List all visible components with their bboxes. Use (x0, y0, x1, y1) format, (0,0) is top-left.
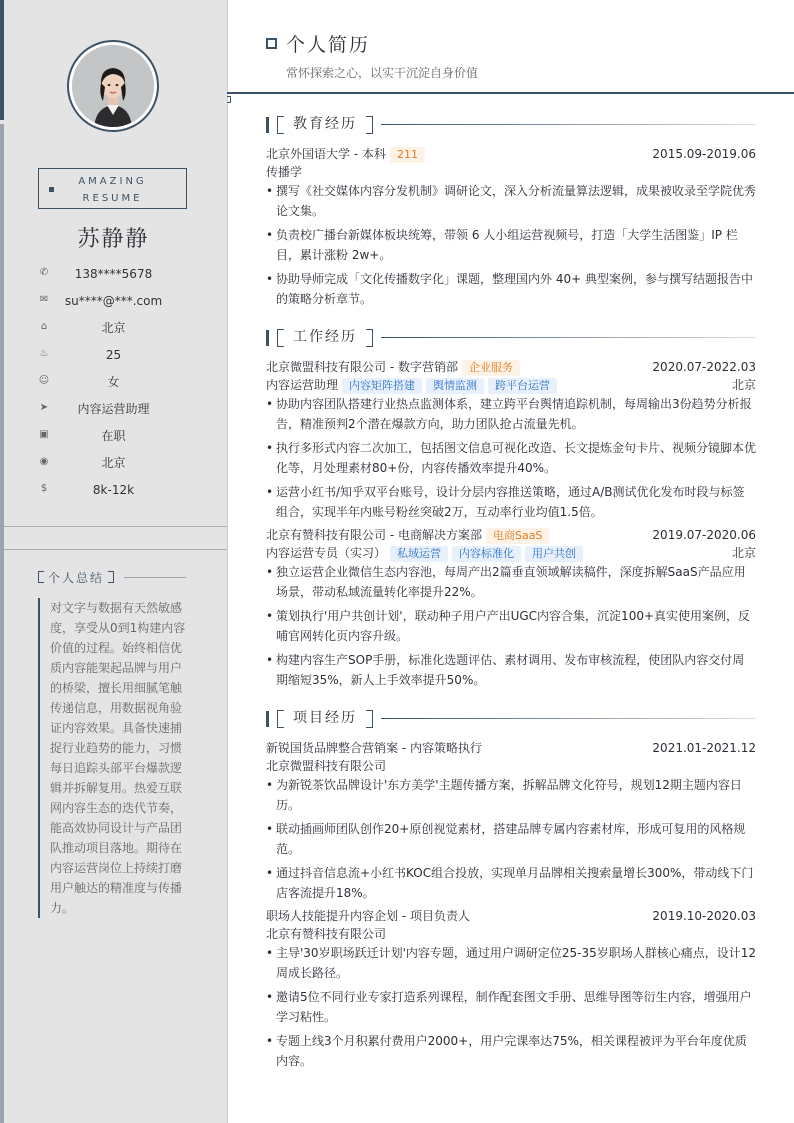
page-title: 个人简历 (286, 34, 371, 56)
page-subtitle: 常怀探索之心，以实干沉淀自身价值 (286, 66, 479, 80)
contact-info-text: 女 (107, 375, 120, 389)
contact-info-text: 内容运营助理 (77, 402, 150, 416)
work-bullet: • 构建内容生产SOP手册，标准化选题评估、素材调用、发布审核流程，使团队内容交付周期缩短35%，新人上手效率提升50%。 (266, 650, 756, 690)
briefcase-icon: ▣ (39, 429, 49, 440)
section-projects-heading: 项目经历 (266, 710, 756, 728)
avatar (67, 40, 159, 132)
work-company: 北京有赞科技有限公司 - 电商解决方案部 (266, 528, 482, 542)
project-title-row (266, 739, 756, 757)
project-name: 新锐国货品牌整合营销案 - 内容策略执行 (266, 741, 482, 755)
person-name: 苏静静 (77, 227, 150, 252)
education-school: 北京外国语大学 - 本科 (266, 147, 386, 161)
contact-info-text: su****@***.com (64, 294, 163, 308)
work-role-row (266, 376, 756, 394)
badge-line1: AMAZING (78, 176, 147, 187)
work-company-row (266, 358, 756, 376)
contact-info-text: 25 (105, 348, 122, 362)
project-bullet: • 主导'30岁职场跃迁计划'内容专题，通过用户调研定位25-35岁职场人群核心痛点，设计12周成长路径。 (266, 943, 756, 983)
work-bullet: • 执行多形式内容二次加工，包括图文信息可视化改造、长文提炼金句卡片、视频分镜脚本优化等，月处理素材80+份，内容传播效率提升40%。 (266, 438, 756, 478)
badge-line2: RESUME (82, 193, 143, 204)
project-bullet: • 通过抖音信息流+小红书KOC组合投放，实现单月品牌相关搜索量增长300%，带动线下门店客流提升18%。 (266, 863, 756, 903)
work-bullet: • 协助内容团队搭建行业热点监测体系，建立跨平台舆情追踪机制，每周输出3份趋势分析报告，精准预判2个潜在爆款方向，助力团队抢占流量先机。 (266, 394, 756, 434)
contact-info-row (0, 320, 227, 338)
education-tag: 211 (390, 147, 425, 163)
amazing-resume-badge (38, 168, 187, 209)
cake-icon: ♨ (39, 348, 49, 359)
contact-info-text: 北京 (101, 456, 126, 470)
work-role: 内容运营助理 (266, 378, 339, 392)
location-icon: ◉ (39, 456, 49, 467)
section-work-heading: 工作经历 (266, 329, 756, 347)
work-skill-tag: 舆情监测 (426, 378, 484, 394)
work-date: 2019.07-2020.06 (652, 528, 756, 542)
contact-info-row (0, 374, 227, 392)
sidebar (0, 0, 228, 1123)
project-bullet: • 为新锐茶饮品牌设计'东方美学'主题传播方案，拆解品牌文化符号，规划12期主题内容日历。 (266, 775, 756, 815)
contact-info-row (0, 401, 227, 419)
title-square-icon (266, 38, 277, 49)
work-skill-tag: 用户共创 (525, 546, 583, 562)
contact-info-text: 138****5678 (74, 267, 153, 281)
work-company-tag: 电商SaaS (486, 528, 549, 544)
contact-info-text: 8k-12k (92, 483, 135, 497)
home-icon: ⌂ (40, 321, 48, 332)
sidebar-accent-bar (0, 0, 4, 120)
project-name: 职场人技能提升内容企划 - 项目负责人 (266, 909, 470, 923)
work-bullet: • 运营小红书/知乎双平台账号，设计分层内容推送策略，通过A/B测试优化发布时段与标签组合，实现半年内账号粉丝突破2万，互动率行业均值1.5倍。 (266, 482, 756, 522)
project-company: 北京微盟科技有限公司 (266, 759, 387, 773)
work-skill-tag: 内容标准化 (452, 546, 521, 562)
project-date: 2021.01-2021.12 (652, 741, 756, 755)
education-school-row (266, 145, 756, 163)
education-bullet: • 负责校广播台新媒体板块统筹，带领 6 人小组运营视频号，打造「大学生活图鉴」IP 栏目，累计涨粉 2w+。 (266, 225, 756, 265)
project-bullet: • 邀请5位不同行业专家打造系列课程，制作配套图文手册、思维导图等衍生内容，增强用户学习粘性。 (266, 987, 756, 1027)
work-bullet: • 策划执行'用户共创计划'，联动种子用户产出UGC内容合集，沉淀100+真实使用案例，反哺官网转化页内容升级。 (266, 606, 756, 646)
work-role-row (266, 544, 756, 562)
work-city: 北京 (731, 546, 756, 560)
contact-info-row (0, 455, 227, 473)
smile-icon: ☺ (38, 375, 50, 386)
work-company: 北京微盟科技有限公司 - 数字营销部 (266, 360, 458, 374)
contact-info-text: 在职 (101, 429, 126, 443)
work-role: 内容运营专员（实习） (266, 546, 387, 560)
work-company-tag: 企业服务 (462, 360, 520, 376)
project-date: 2019.10-2020.03 (652, 909, 756, 923)
phone-icon: ✆ (39, 267, 49, 278)
send-icon: ➤ (39, 402, 49, 413)
sidebar-divider (4, 526, 227, 527)
work-date: 2020.07-2022.03 (652, 360, 756, 374)
contact-info-row (0, 347, 227, 365)
education-major: 传播学 (266, 165, 303, 179)
education-bullet: • 协助导师完成「文化传播数字化」课题，整理国内外 40+ 典型案例，参与撰写结题报告中的策略分析章节。 (266, 269, 756, 309)
summary-title-line (124, 577, 186, 578)
work-skill-tag: 私域运营 (390, 546, 448, 562)
education-bullet: • 撰写《社交媒体内容分发机制》调研论文，深入分析流量算法逻辑，成果被收录至学院优秀论文集。 (266, 181, 756, 221)
project-bullet: • 联动插画师团队创作20+原创视觉素材，搭建品牌专属内容素材库，形成可复用的风格规范。 (266, 819, 756, 859)
work-company-row (266, 526, 756, 544)
header-divider-mark (227, 96, 231, 103)
contact-info-row (0, 266, 227, 284)
work-skill-tag: 内容矩阵搭建 (342, 378, 422, 394)
badge-square-icon (49, 187, 54, 192)
money-icon: $ (40, 483, 48, 494)
section-education-heading: 教育经历 (266, 116, 756, 134)
project-bullet: • 专题上线3个月积累付费用户2000+，用户完课率达75%，相关课程被评为平台年度优质内容。 (266, 1031, 756, 1071)
sidebar-divider (4, 549, 227, 550)
contact-info-row (0, 428, 227, 446)
work-bullet: • 独立运营企业微信生态内容池，每周产出2篇垂直领域解读稿件，深度拆解SaaS产品应用场景，带动私域流量转化率提升22%。 (266, 562, 756, 602)
header-divider (227, 92, 794, 94)
summary-text: 对文字与数据有天然敏感度，享受从0到1构建内容价值的过程。始终相信优质内容能架起品牌与用户的桥梁，擅长用细腻笔触传递信息，用数据视角验证内容效果。具备快速捕捉行业趋势的能力，习惯每日追踪头部平台爆款逻辑并拆解复用。热爱互联网内容生态的迭代节奏，能高效协同设计与产品团队推动项目落地。期待在内容运营岗位上持续打磨用户触达的精准度与传播力。 (38, 598, 188, 918)
project-company: 北京有赞科技有限公司 (266, 927, 387, 941)
contact-info-row (0, 482, 227, 500)
mail-icon: ✉ (39, 294, 49, 305)
work-city: 北京 (731, 378, 756, 392)
contact-info-text: 北京 (101, 321, 126, 335)
avatar-photo (72, 45, 154, 127)
project-title-row (266, 907, 756, 925)
summary-title: 个人总结 (38, 569, 114, 586)
education-date: 2015.09-2019.06 (652, 147, 756, 161)
work-skill-tag: 跨平台运营 (488, 378, 557, 394)
contact-info-row (0, 293, 227, 311)
